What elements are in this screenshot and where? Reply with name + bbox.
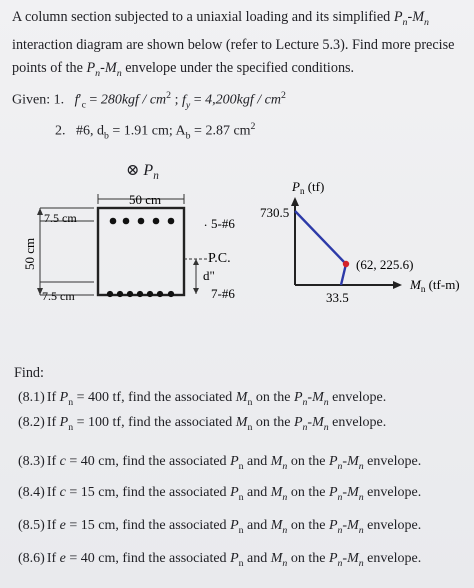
- top-bars-label: 5-#6: [211, 216, 235, 231]
- find-title: Find:: [14, 365, 44, 381]
- intro-text-2: interaction diagram are shown below (refer to Lecture 5.3). Find more precise points of the: [12, 36, 455, 76]
- question-text: c: [59, 485, 66, 500]
- question-text: = 15 cm, find the associated: [65, 485, 231, 500]
- question-text: on the: [252, 390, 294, 405]
- question-text: If: [46, 415, 60, 430]
- question-text: P: [59, 415, 69, 430]
- question-1: (8.1) If $P_n = 400$ tf, find the associated $M_n$ on the $P_n-M_n$ envelope.: [18, 390, 387, 408]
- rebar: [168, 218, 175, 225]
- x-axis-label: $M_n$ (tf-m): [410, 277, 460, 294]
- question-text: P: [230, 518, 239, 533]
- ab-value: = 2.87 cm: [190, 123, 251, 139]
- rebar: [107, 291, 113, 297]
- question-text: -: [307, 415, 313, 430]
- rebar: [117, 291, 123, 297]
- load-symbol-label: ⊗ $P_n$: [126, 162, 159, 183]
- column-section-drawing: [0, 180, 250, 310]
- question-5: (8.5) If e = 15 cm, find the associated $P_n$ and $M_n$ on the $P_n-M_n$ envelope.: [18, 518, 422, 536]
- question-text: envelope.: [328, 390, 387, 405]
- question-text: on the: [287, 518, 329, 533]
- question-text: (8.5): [18, 518, 45, 533]
- rebar: [147, 291, 153, 297]
- d-arrow-bottom: [193, 288, 199, 294]
- question-text: If: [46, 390, 60, 405]
- top-bars-label-dot: .: [204, 214, 208, 229]
- rebar: [168, 291, 174, 297]
- question-text: envelope.: [328, 415, 387, 430]
- question-text: on the: [252, 415, 294, 430]
- question-text: (8.3): [18, 454, 45, 469]
- rebar: [153, 218, 160, 225]
- question-text: = 15 cm, find the associated: [65, 518, 231, 533]
- question-text: e: [59, 551, 66, 566]
- question-text: envelope.: [363, 485, 422, 500]
- question-text: P: [230, 485, 239, 500]
- question-text: If: [46, 485, 60, 500]
- rebar: [137, 291, 143, 297]
- question-text: envelope.: [363, 454, 422, 469]
- question-text: P: [59, 390, 69, 405]
- x-axis-arrow: [393, 281, 402, 289]
- db-value: = 1.91 cm; A: [108, 123, 186, 139]
- question-text: = 40 cm, find the associated: [65, 454, 231, 469]
- question-3: (8.3) If c = 40 cm, find the associated $P_n$ and $M_n$ on the $P_n-M_n$ envelope.: [18, 454, 422, 472]
- rebar: [110, 218, 117, 225]
- question-text: -: [342, 454, 348, 469]
- question-text: (8.1): [18, 390, 45, 405]
- question-text: If: [46, 518, 60, 533]
- height-arrow-top: [37, 208, 43, 215]
- question-text: on the: [287, 454, 329, 469]
- interaction-diagram: [250, 175, 474, 325]
- given-line-1: Given: 1. $f'_c = 280kgf / cm^2$ ; $f_y = 4,200kgf / cm^2$: [12, 90, 286, 111]
- fy-value: 4,200kgf / cm: [205, 92, 281, 108]
- pc-label: P.C.: [208, 251, 231, 266]
- question-text: M: [235, 390, 248, 405]
- bottom-cover-label: 7.5 cm: [42, 289, 75, 303]
- problem-intro: A column section subjected to a uniaxial loading and its simplified $P_n-M_n$ interaction diagram are shown below (refer to Lecture 5.3). Find more precise points of the $P_n-M_n$ envelope under the specified conditions.: [12, 9, 455, 79]
- y-axis-label: $P_n$ (tf): [292, 179, 325, 196]
- question-2: (8.2) If $P_n = 100$ tf, find the associated $M_n$ on the $P_n-M_n$ envelope.: [18, 415, 387, 433]
- question-text: e: [59, 518, 66, 533]
- mn-min-label: 33.5: [326, 290, 349, 305]
- intro-text-1: A column section subjected to a uniaxial loading and its simplified: [12, 9, 394, 25]
- question-text: If: [46, 551, 60, 566]
- question-text: -: [342, 485, 348, 500]
- question-text: -: [342, 551, 348, 566]
- rebar: [157, 291, 163, 297]
- question-text: = 100 tf, find the associated: [73, 415, 236, 430]
- top-cover-label: 7.5 cm: [44, 211, 77, 225]
- given-label: Given: 1.: [12, 92, 65, 108]
- question-text: envelope.: [363, 551, 422, 566]
- question-4: (8.4) If c = 15 cm, find the associated $P_n$ and $M_n$ on the $P_n-M_n$ envelope.: [18, 485, 422, 503]
- question-text: on the: [287, 485, 329, 500]
- rebar: [127, 291, 133, 297]
- given-item-2-number: 2.: [55, 123, 66, 139]
- question-text: (8.6): [18, 551, 45, 566]
- envelope-line: [295, 211, 346, 285]
- height-label: 50 cm: [22, 237, 37, 270]
- question-text: M: [235, 415, 248, 430]
- rebar: [138, 218, 145, 225]
- d-arrow-top: [193, 259, 199, 265]
- question-text: -: [342, 518, 348, 533]
- fc-value: 280kgf / cm: [100, 92, 167, 108]
- question-text: P: [230, 551, 239, 566]
- given-line-2: 2. #6, $d_b = 1.91$ cm; $A_b = 2.87$ $cm^2$: [55, 121, 256, 142]
- top-bars: [110, 218, 175, 225]
- question-text: c: [59, 454, 66, 469]
- question-text: -: [307, 390, 313, 405]
- cross-circle-icon: ⊗: [126, 162, 140, 179]
- question-6: (8.6) If e = 40 cm, find the associated $P_n$ and $M_n$ on the $P_n-M_n$ envelope.: [18, 551, 422, 569]
- question-text: = 400 tf, find the associated: [73, 390, 236, 405]
- y-axis-arrow: [291, 197, 299, 206]
- question-text: = 40 cm, find the associated: [65, 551, 231, 566]
- balanced-point-label: (62, 225.6): [356, 257, 414, 272]
- intro-text-3: envelope under the specified conditions.: [121, 59, 355, 76]
- question-text: If: [46, 454, 60, 469]
- width-label: 50 cm: [129, 192, 162, 207]
- bar-spec: #6, d: [76, 123, 104, 139]
- question-text: on the: [287, 551, 329, 566]
- balanced-point: [343, 261, 349, 267]
- pn-max-label: 730.5: [260, 205, 290, 220]
- question-text: (8.4): [18, 485, 45, 500]
- bottom-bars-label: 7-#6: [211, 286, 235, 301]
- question-text: P: [230, 454, 239, 469]
- rebar: [123, 218, 130, 225]
- question-text: envelope.: [363, 518, 422, 533]
- d-label: d": [203, 268, 215, 283]
- question-text: (8.2): [18, 415, 45, 430]
